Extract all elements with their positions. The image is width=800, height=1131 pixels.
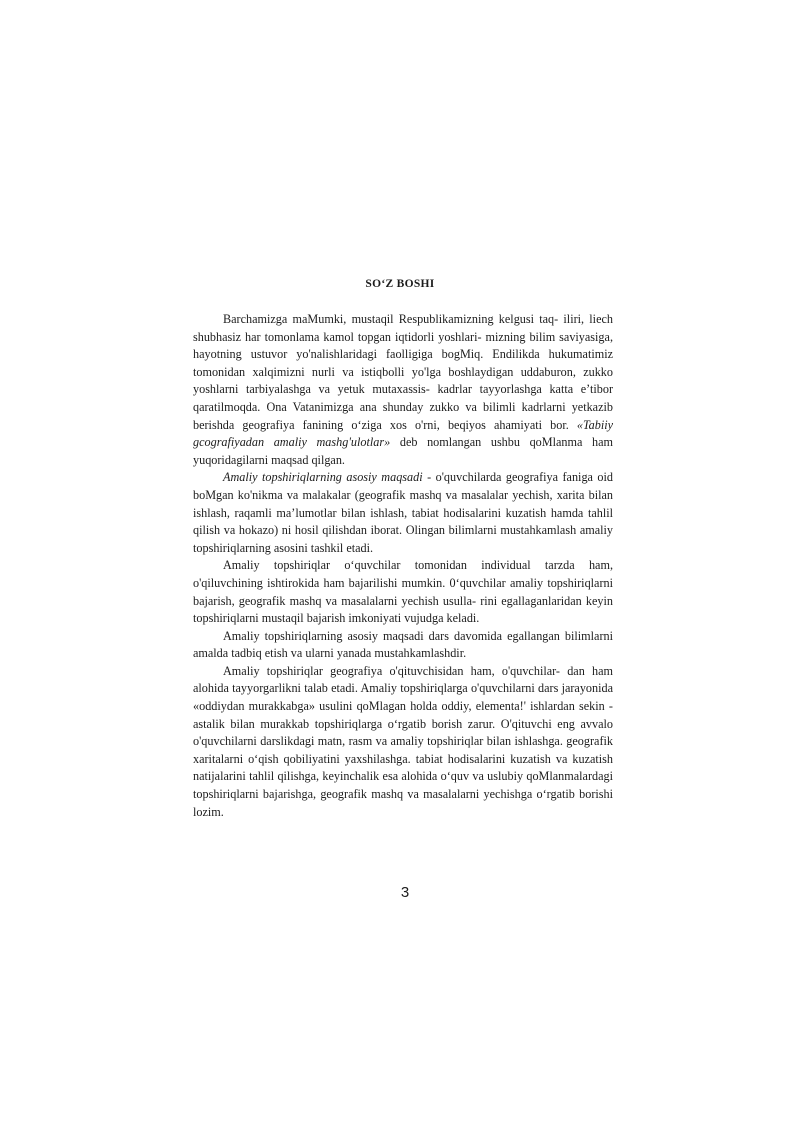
term-italic: Amaliy topshiriqlarning asosiy maqsadi — [223, 470, 423, 485]
paragraph: Amaliy topshiriqlar geografiya o'qituvchisidan ham, o'quvchilar- dan ham alohida tayyorgarlikni talab etadi. Amaliy topshiriqlarga o'quvchilarni dars jarayonida «oddiydan murakkabga» usulini qoMlagan holda oddiy, elementa!' ishlardan sekin - astalik bilan murakkab topshiriqlarga o‘rgatib borish zarur. O'qituvchi eng avvalo o'quvchilarni darslikdagi matn, rasm va amaliy topshiriqlar bilan ishlashga. geografik xaritalarni o‘qish qobiliyatini yaxshilashga. tabiat hodisalarini kuzatish va kuzatish natijalarini tahlil qilishga, keyinchalik esa alohida o‘quv va uslubiy qoMlanmalardagi topshiriqlarni bajarishga, geografik mashq va masalalarni yechishga o‘rgatib borishi lozim. — [193, 663, 613, 819]
paragraph: Amaliy topshiriqlarning asosiy maqsadi - o'quvchilarda geografiya faniga oid boMgan ko'nikma va malakalar (geografik mashq va masalalar yechish, xarita bilan ishlash, raqamli ma’lumotlar bilan ishlash, tabiat hodisalarini kuzatish hamda tahlil qilish va hokazo) ni hosil qilishdan iborat. Olingan bilimlarni mustahkamlash amaliy topshiriqlarning asosini tashkil etadi. — [193, 470, 613, 555]
paragraph: Barchamizga maMumki, mustaqil Respublikamizning kelgusi taq- iliri, liech shubhasiz har tomonlama kamol topgan iqtidorli yoshlari- mizning bilim saviyasiga, hayotning ustuvor yo'nalishlaridagi faolligiga bogMiq. Endilikda hukumatimiz tomonidan xalqimizni nurli va istiqbolli yo'lga boshlaydigan uddaburon, zukko yoshlarni tarbiyalashga va yetuk mutaxassis- kadrlar tayyorlashga katta e’tibor qaratilmoqda. Ona Vatanimizga ana shunday zukko va bilimli kadrlarni yetkazib berishda geografiya fanining o‘ziga xos o'rni, beqiyos ahamiyati bor. «Tabiiy gcografiyadan amaliy mashg'ulotlar» deb nomlangan ushbu qoMlanma ham yuqoridagilarni maqsad qilgan. — [193, 312, 613, 467]
page-number: 3 — [400, 884, 410, 901]
page-title: SO‘Z BOSHI — [365, 278, 435, 290]
book-title-italic: «Tabiiy gcografiyadan amaliy mashg'ulotlar» — [193, 417, 613, 450]
paragraph: Amaliy topshiriqlarning asosiy maqsadi dars davomida egallangan bilimlarni amalda tadbiq etish va ularni yanada mustahkamlashdir. — [193, 628, 613, 661]
paragraph: Amaliy topshiriqlar o‘quvchilar tomonidan individual tarzda ham, o'qiluvchining ishtirokida ham bajarilishi mumkin. 0‘quvchilar amaliy topshiriqlarni bajarish, geografik mashq va masalalarni yechish usulla- rini egallaganlaridan keyin topshiriqlarni mustaqil bajarish imkoniyati vujudga keladi. — [193, 558, 613, 626]
preface-body — [193, 311, 613, 821]
